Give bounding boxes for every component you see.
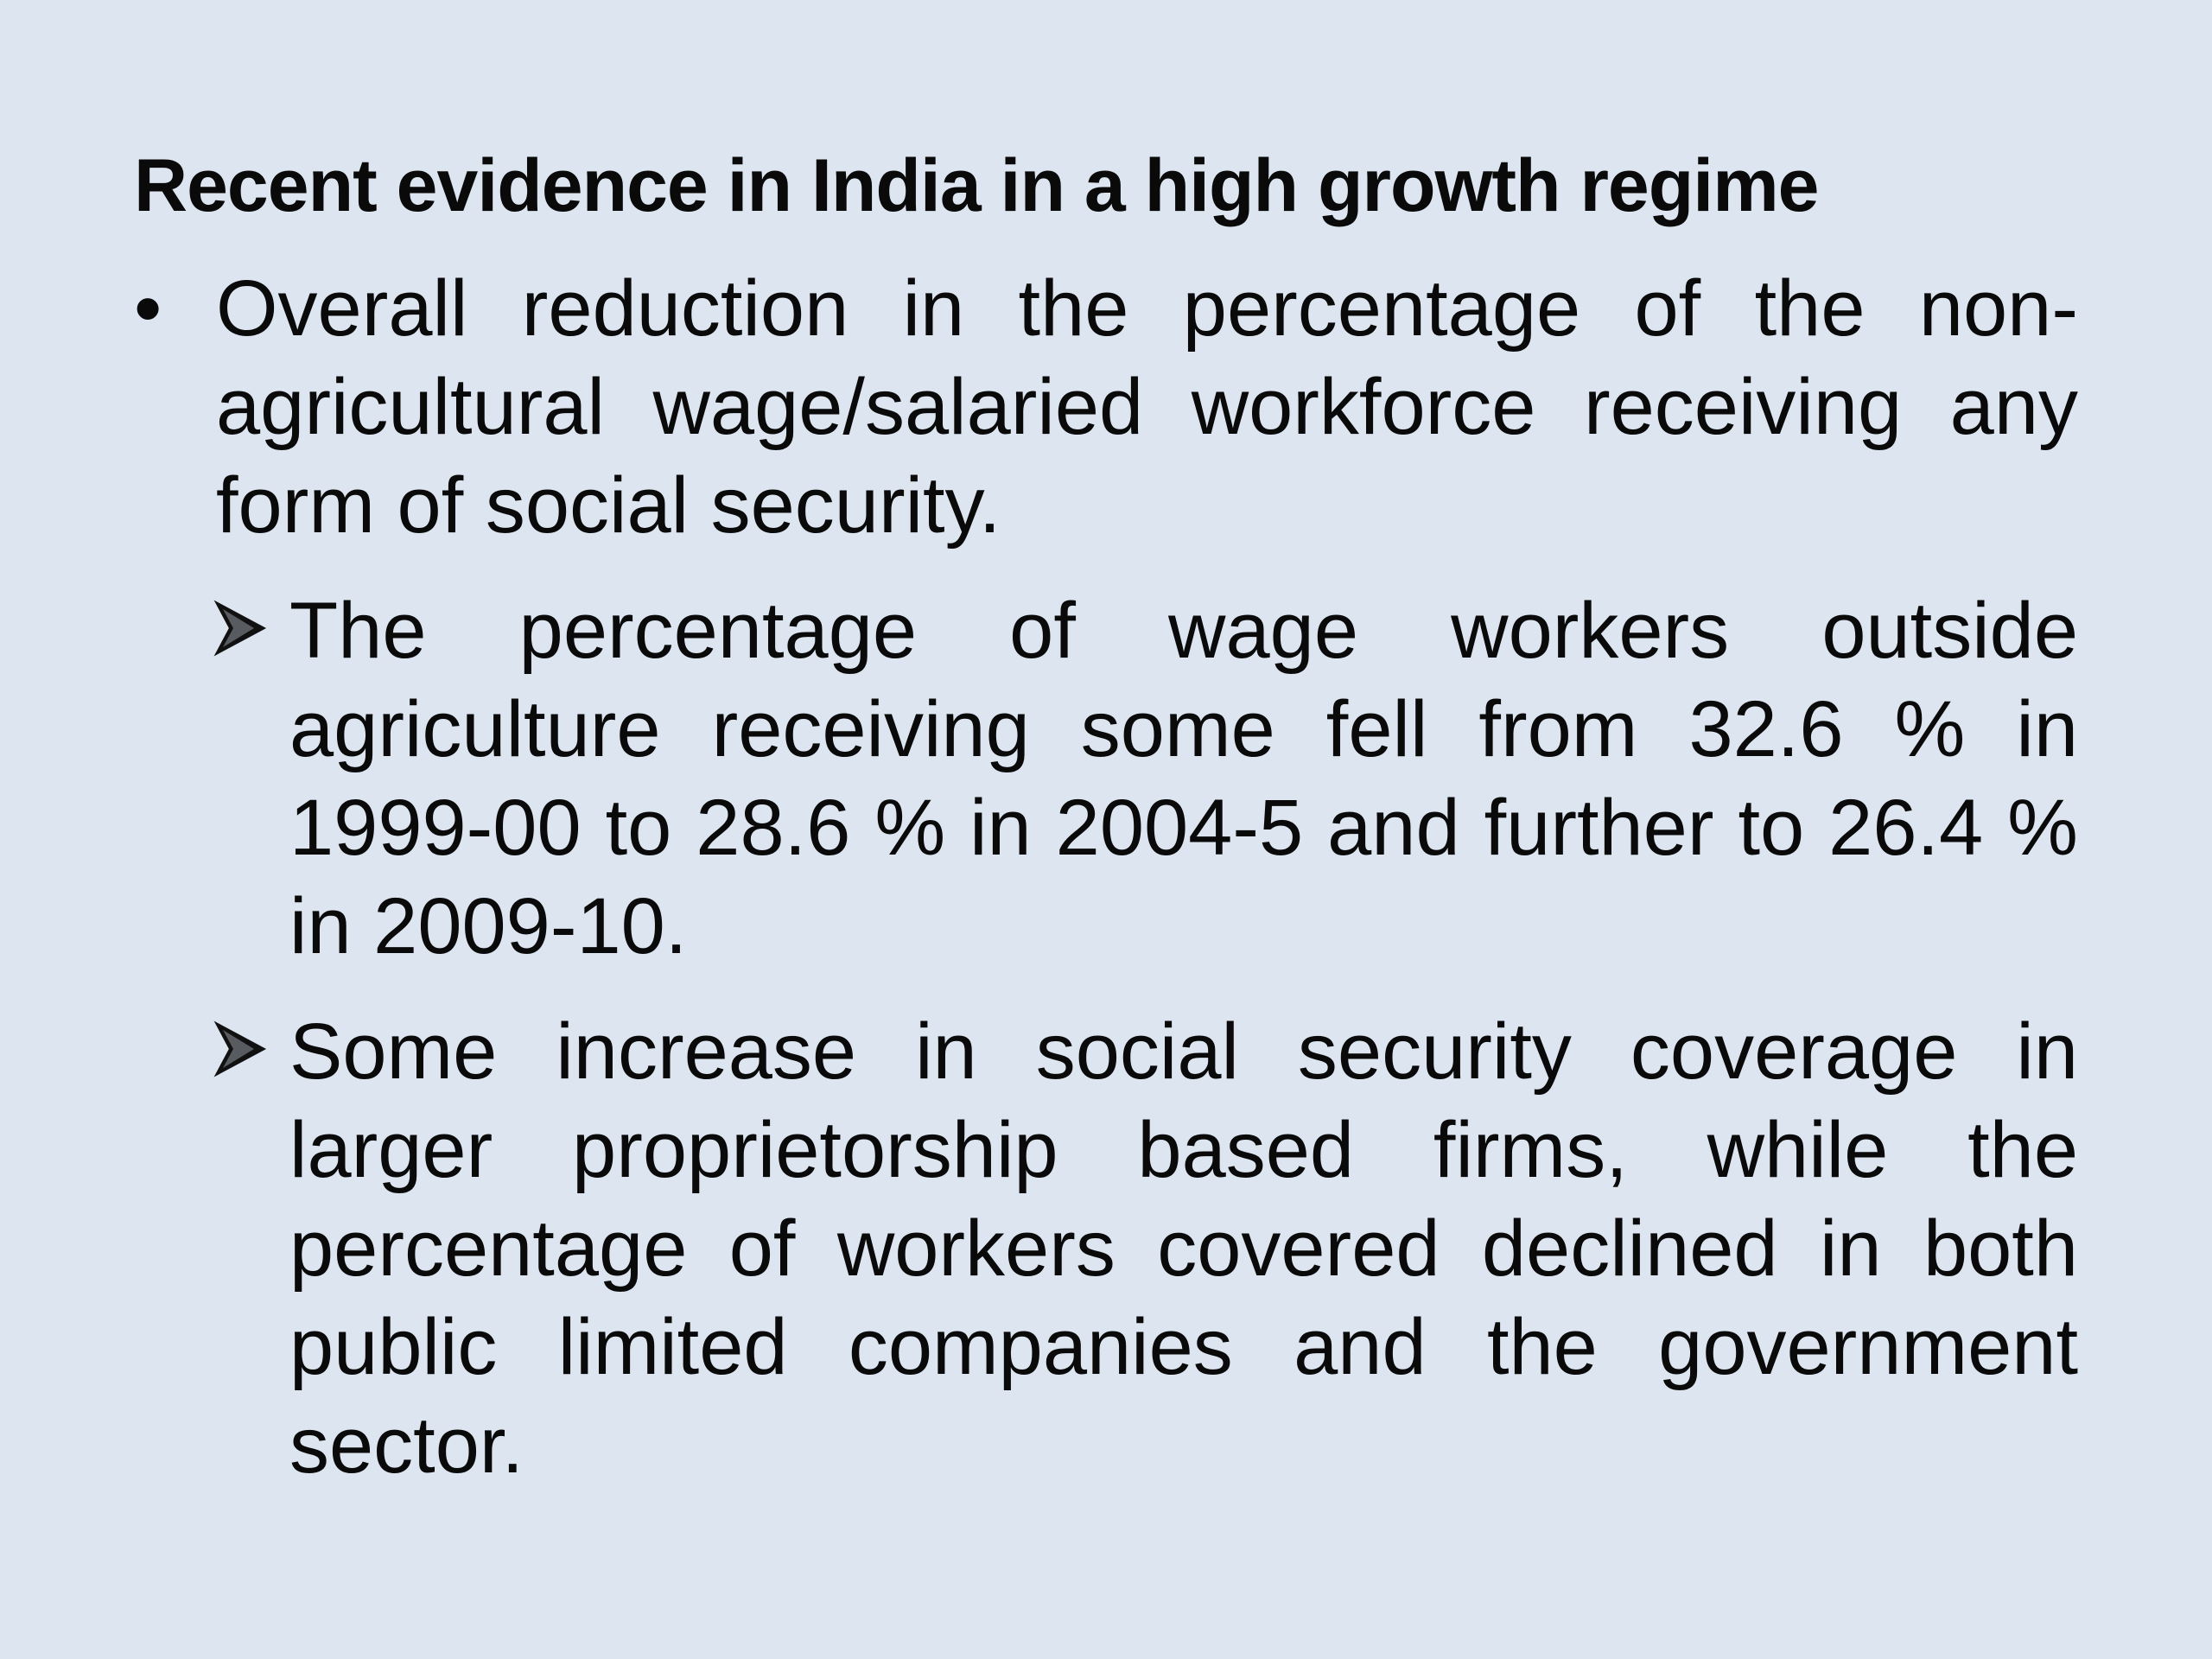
- arrow-bullet-icon: [207, 1018, 270, 1080]
- bullet-marker: •: [134, 264, 162, 353]
- arrow-bullet-icon: [207, 597, 270, 659]
- sub-bullet-2-text: Some increase in social security coverage in larger proprietorship based firms, while the percentage of workers covered declined in both public limited companies and the government sector.: [289, 1007, 2078, 1490]
- sub-bullet-2: [207, 1002, 2078, 1495]
- sub-bullet-1-text: The percentage of wage workers outside agriculture receiving some fell from 32.6 % in 1999-00 to 28.6 % in 2004-5 and further to 26.4 % in 2009-10.: [289, 587, 2078, 970]
- main-bullet: [134, 259, 2078, 555]
- slide-title: Recent evidence in India in a high growth regime: [134, 144, 1819, 227]
- sub-bullet-1: [207, 582, 2078, 976]
- main-bullet-text: Overall reduction in the percentage of the non-agricultural wage/salaried workforce receiving any form of social security.: [216, 264, 2078, 550]
